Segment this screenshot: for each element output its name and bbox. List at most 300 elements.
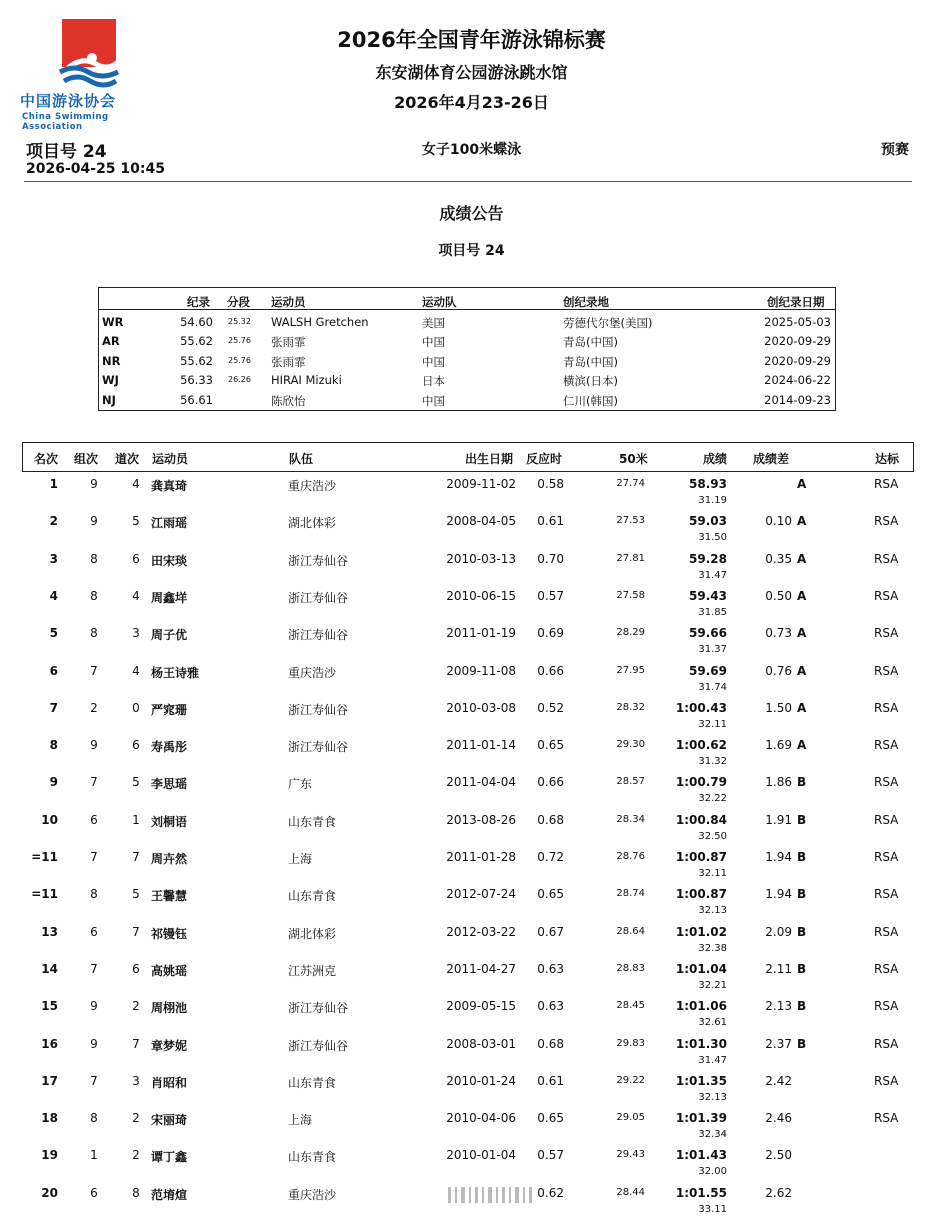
result-row [22, 477, 912, 514]
result-time: 1:01.35 [675, 1073, 727, 1088]
result-split50: 28.57 [616, 776, 645, 788]
header-divider [24, 181, 912, 182]
result-athlete: 刘桐语 [151, 814, 188, 829]
result-split2: 32.38 [698, 942, 727, 954]
result-diff: 1.86 [765, 775, 792, 790]
results-header-athlete: 运动员 [152, 452, 189, 466]
result-split2: 32.11 [698, 868, 727, 879]
result-split50: 28.32 [616, 701, 645, 713]
result-reaction: 0.65 [537, 738, 564, 753]
record-team: 中国 [422, 335, 445, 350]
result-reaction: 0.68 [537, 812, 564, 827]
result-standard: RSA [874, 588, 899, 603]
result-split50: 28.45 [616, 1000, 645, 1012]
result-row [22, 850, 912, 887]
record-row [99, 313, 835, 332]
result-heat: 7 [90, 663, 98, 678]
record-split: 26.26 [228, 375, 251, 385]
result-time: 59.69 [689, 663, 727, 678]
result-row [22, 738, 912, 775]
result-split2: 31.74 [698, 681, 727, 693]
result-lane: 3 [132, 626, 140, 641]
result-standard: RSA [874, 700, 899, 715]
result-dob: 2009-11-08 [446, 663, 516, 678]
result-athlete: 高姚瑶 [151, 963, 188, 978]
result-athlete: 严窕珊 [151, 702, 188, 717]
result-heat: 8 [90, 626, 98, 641]
result-lane: 6 [132, 961, 140, 976]
result-reaction: 0.70 [537, 551, 564, 566]
event-number: 项目号 24 [26, 142, 107, 162]
result-time: 1:00.87 [675, 850, 727, 864]
result-split2: 31.32 [698, 756, 727, 768]
result-team: 浙江寿仙谷 [288, 1001, 349, 1016]
logo-text-cn: 中国游泳协会 [20, 92, 117, 110]
result-standard: RSA [874, 477, 899, 491]
result-athlete: 李思瑶 [151, 777, 188, 792]
result-dob: 2010-03-13 [446, 551, 516, 566]
result-split50: 28.83 [616, 962, 645, 974]
result-qualification: A [797, 551, 807, 566]
record-type: AR [102, 334, 120, 349]
result-standard: RSA [874, 812, 899, 827]
result-athlete: 王馨慧 [151, 889, 188, 904]
result-rank: 8 [49, 738, 58, 753]
result-standard: RSA [874, 961, 899, 976]
result-dob: 2009-11-02 [446, 477, 516, 491]
result-qualification: A [797, 663, 807, 678]
result-time: 1:01.39 [675, 1111, 727, 1126]
result-split50: 28.29 [616, 627, 645, 639]
result-athlete: 周鑫垟 [151, 590, 188, 605]
record-split: 25.76 [228, 336, 251, 346]
result-team: 浙江寿仙谷 [288, 702, 349, 717]
result-lane: 2 [132, 1111, 140, 1126]
result-rank: 10 [41, 812, 58, 827]
result-qualification: B [797, 812, 807, 827]
results-header-split50: 50米 [619, 452, 648, 466]
result-lane: 7 [132, 1036, 140, 1051]
result-lane: 8 [132, 1185, 140, 1200]
result-split2: 32.00 [698, 1166, 727, 1178]
result-split2: 32.13 [698, 905, 727, 917]
result-split50: 27.81 [616, 552, 645, 564]
result-heat: 2 [90, 700, 98, 715]
result-team: 江苏洲克 [288, 963, 337, 978]
record-row [99, 391, 835, 410]
meet-title: 2026年全国青年游泳锦标赛 [337, 28, 606, 52]
result-diff: 2.46 [765, 1111, 792, 1126]
record-athlete: HIRAI Mizuki [271, 373, 342, 388]
result-dob: 2012-07-24 [446, 887, 516, 902]
record-split: 25.76 [228, 355, 251, 365]
result-qualification: B [797, 887, 807, 902]
result-rank: =11 [31, 850, 58, 864]
result-split50: 28.44 [616, 1186, 645, 1198]
result-team: 山东青食 [288, 1150, 337, 1165]
result-team: 重庆浩沙 [288, 665, 337, 680]
result-diff: 0.73 [765, 626, 792, 641]
result-standard: RSA [874, 1036, 899, 1051]
result-rank: =11 [31, 887, 58, 902]
result-diff: 2.13 [765, 999, 792, 1014]
result-reaction: 0.61 [537, 514, 564, 529]
result-heat: 9 [90, 1036, 98, 1051]
records-header-date: 创纪录日期 [767, 295, 825, 309]
result-athlete: 肖昭和 [151, 1075, 188, 1090]
record-location: 青岛(中国) [563, 354, 618, 369]
result-time: 1:01.30 [675, 1036, 727, 1051]
result-heat: 7 [90, 961, 98, 976]
result-heat: 9 [90, 738, 98, 753]
result-standard: RSA [874, 663, 899, 678]
record-type: WJ [102, 373, 119, 388]
result-diff: 0.35 [765, 551, 792, 566]
result-rank: 6 [49, 663, 58, 678]
results-header-heat: 组次 [74, 452, 99, 466]
result-diff: 2.50 [765, 1148, 792, 1163]
result-time: 59.28 [689, 551, 727, 566]
event-time: 2026-04-25 10:45 [26, 161, 165, 177]
result-time: 59.66 [689, 626, 727, 641]
result-split50: 28.74 [616, 888, 645, 900]
result-team: 浙江寿仙谷 [288, 553, 349, 568]
result-heat: 9 [90, 477, 98, 491]
record-date: 2024-06-22 [764, 373, 831, 388]
venue: 东安湖体育公园游泳跳水馆 [375, 63, 568, 82]
result-split2: 32.21 [698, 979, 727, 991]
result-split50: 27.58 [616, 589, 645, 601]
result-team: 浙江寿仙谷 [288, 628, 349, 643]
result-split50: 27.53 [616, 515, 645, 527]
result-dob: 2010-01-24 [446, 1073, 516, 1088]
result-team: 广东 [288, 777, 313, 792]
result-split2: 31.85 [698, 606, 727, 618]
result-team: 重庆浩沙 [288, 479, 337, 493]
results-header-standard: 达标 [875, 452, 900, 466]
records-header-team: 运动队 [422, 295, 457, 309]
record-team: 日本 [422, 374, 445, 389]
records-header-location: 创纪录地 [563, 295, 609, 309]
result-standard: RSA [874, 775, 899, 790]
result-lane: 7 [132, 924, 140, 939]
result-row [22, 887, 912, 924]
result-rank: 1 [49, 477, 58, 491]
result-row [22, 813, 912, 850]
result-heat: 8 [90, 588, 98, 603]
result-time: 59.43 [689, 588, 727, 603]
result-athlete: 周卉然 [151, 852, 188, 866]
result-reaction: 0.58 [537, 477, 564, 491]
result-split2: 31.47 [698, 1054, 727, 1066]
result-split2: 32.22 [698, 793, 727, 805]
result-rank: 13 [41, 924, 58, 939]
results-header-team: 队伍 [289, 452, 314, 466]
result-team: 上海 [288, 852, 313, 866]
record-date: 2025-05-03 [764, 315, 831, 329]
record-row [99, 332, 835, 351]
result-team: 浙江寿仙谷 [288, 1038, 349, 1053]
result-qualification: B [797, 775, 807, 790]
results-header-lane: 道次 [115, 452, 140, 466]
result-dob: 2010-03-08 [446, 700, 516, 715]
announcement-event-number: 项目号 24 [438, 243, 505, 259]
result-athlete: 范堉煊 [151, 1187, 188, 1202]
result-dob: 2008-04-05 [446, 514, 516, 529]
result-split2: 32.50 [698, 830, 727, 842]
result-lane: 7 [132, 850, 140, 864]
result-athlete: 宋丽琦 [151, 1113, 188, 1128]
result-qualification: A [797, 514, 807, 529]
result-rank: 3 [49, 551, 58, 566]
records-table [98, 287, 836, 411]
result-diff: 2.09 [765, 924, 792, 939]
result-time: 1:01.06 [675, 999, 727, 1014]
result-team: 山东青食 [288, 1075, 337, 1090]
result-row [22, 1074, 912, 1111]
result-rank: 17 [41, 1073, 58, 1088]
result-diff: 2.11 [765, 961, 792, 976]
result-lane: 4 [132, 663, 140, 678]
result-diff: 0.10 [765, 514, 792, 529]
result-athlete: 谭丁鑫 [151, 1150, 188, 1165]
result-row [22, 552, 912, 589]
logo-text-en: China Swimming Association [22, 112, 109, 132]
result-lane: 6 [132, 738, 140, 753]
result-lane: 6 [132, 551, 140, 566]
result-standard: RSA [874, 1111, 899, 1126]
result-heat: 1 [90, 1148, 98, 1163]
result-time: 1:01.02 [675, 924, 727, 939]
result-heat: 8 [90, 1111, 98, 1126]
result-row [22, 1111, 912, 1148]
result-lane: 1 [132, 812, 140, 827]
result-dob: 2008-03-01 [446, 1036, 516, 1051]
result-lane: 2 [132, 999, 140, 1014]
result-diff: 0.50 [765, 588, 792, 603]
result-row [22, 775, 912, 812]
result-heat: 7 [90, 850, 98, 864]
record-athlete: 张雨霏 [271, 335, 306, 350]
result-row [22, 1148, 912, 1185]
result-team: 浙江寿仙谷 [288, 590, 349, 605]
result-rank: 7 [49, 700, 58, 715]
record-type: WR [102, 315, 124, 329]
records-header-split: 分段 [227, 295, 250, 309]
result-athlete: 杨王诗雅 [151, 665, 200, 680]
result-lane: 4 [132, 588, 140, 603]
round-label: 预赛 [881, 142, 909, 158]
record-team: 美国 [422, 316, 445, 330]
record-time: 56.61 [180, 392, 213, 407]
result-time: 1:00.87 [675, 887, 727, 902]
result-heat: 6 [90, 1185, 98, 1200]
result-reaction: 0.62 [537, 1185, 564, 1200]
result-qualification: B [797, 1036, 807, 1051]
result-row [22, 701, 912, 738]
result-diff: 1.91 [765, 812, 792, 827]
result-dob: 2012-03-22 [446, 924, 516, 939]
result-split2: 32.11 [698, 718, 727, 730]
record-type: NJ [102, 392, 116, 407]
result-time: 1:00.43 [675, 700, 727, 715]
result-standard: RSA [874, 887, 899, 902]
result-dob: 2009-05-15 [446, 999, 516, 1014]
result-athlete: 章梦妮 [151, 1038, 188, 1053]
result-rank: 9 [49, 775, 58, 790]
result-rank: 20 [41, 1185, 58, 1200]
result-time: 59.03 [689, 514, 727, 529]
result-dob: 2011-01-14 [446, 738, 516, 753]
result-diff: 2.42 [765, 1073, 792, 1088]
result-reaction: 0.65 [537, 887, 564, 902]
result-row [22, 962, 912, 999]
result-heat: 9 [90, 514, 98, 529]
record-team: 中国 [422, 393, 445, 408]
result-dob: 2010-06-15 [446, 588, 516, 603]
result-rank: 19 [41, 1148, 58, 1163]
result-rank: 14 [41, 961, 58, 976]
result-qualification: B [797, 924, 807, 939]
result-team: 山东青食 [288, 814, 337, 829]
result-heat: 9 [90, 999, 98, 1014]
results-header [22, 442, 914, 472]
result-split50: 29.43 [616, 1149, 645, 1161]
result-reaction: 0.65 [537, 1111, 564, 1126]
result-athlete: 周子优 [151, 628, 188, 643]
result-diff: 1.94 [765, 887, 792, 902]
result-split50: 27.95 [616, 664, 645, 676]
record-athlete: 张雨霏 [271, 354, 306, 369]
result-reaction: 0.69 [537, 626, 564, 641]
result-rank: 15 [41, 999, 58, 1014]
result-rank: 4 [49, 588, 58, 603]
record-location: 横滨(日本) [563, 374, 618, 389]
result-diff: 1.50 [765, 700, 792, 715]
result-time: 1:00.79 [675, 775, 727, 790]
result-rank: 2 [49, 514, 58, 529]
result-athlete: 周栩池 [151, 1001, 188, 1016]
result-dob: 2011-04-04 [446, 775, 516, 790]
result-reaction: 0.63 [537, 961, 564, 976]
result-dob: 2011-01-19 [446, 626, 516, 641]
result-standard: RSA [874, 999, 899, 1014]
result-row [22, 514, 912, 551]
result-lane: 3 [132, 1073, 140, 1088]
result-time: 58.93 [689, 477, 727, 491]
result-reaction: 0.68 [537, 1036, 564, 1051]
record-time: 54.60 [180, 315, 213, 329]
record-row [99, 371, 835, 390]
result-dob: 2011-04-27 [446, 961, 516, 976]
record-time: 55.62 [180, 334, 213, 349]
records-header-divider [99, 309, 835, 310]
meet-dates: 2026年4月23-26日 [394, 93, 549, 112]
result-team: 湖北体彩 [288, 516, 337, 531]
records-header-record: 纪录 [187, 295, 210, 309]
result-split2: 32.34 [698, 1129, 727, 1141]
result-standard: RSA [874, 924, 899, 939]
result-lane: 5 [132, 514, 140, 529]
result-time: 1:01.43 [675, 1148, 727, 1163]
result-athlete: 寿禹彤 [151, 740, 188, 755]
result-split2: 31.37 [698, 644, 727, 656]
result-row [22, 925, 912, 962]
result-reaction: 0.61 [537, 1073, 564, 1088]
result-heat: 8 [90, 887, 98, 902]
result-lane: 0 [132, 700, 140, 715]
result-split2: 31.47 [698, 569, 727, 581]
result-split2: 31.50 [698, 532, 727, 544]
result-split50: 29.22 [616, 1074, 645, 1086]
result-heat: 6 [90, 812, 98, 827]
result-reaction: 0.72 [537, 850, 564, 864]
result-reaction: 0.63 [537, 999, 564, 1014]
result-time: 1:01.55 [675, 1185, 727, 1200]
result-qualification: B [797, 999, 807, 1014]
result-team: 湖北体彩 [288, 926, 337, 941]
record-team: 中国 [422, 354, 445, 369]
result-row [22, 626, 912, 663]
result-standard: RSA [874, 626, 899, 641]
result-qualification: A [797, 700, 807, 715]
result-lane: 4 [132, 477, 140, 491]
result-split2: 32.61 [698, 1017, 727, 1029]
result-standard: RSA [874, 1073, 899, 1088]
result-reaction: 0.66 [537, 663, 564, 678]
result-team: 山东青食 [288, 889, 337, 904]
record-athlete: 陈欣怡 [271, 393, 306, 408]
result-split50: 28.76 [616, 851, 645, 862]
result-split50: 28.64 [616, 925, 645, 937]
result-split50: 29.30 [616, 739, 645, 751]
results-header-diff: 成绩差 [753, 452, 790, 466]
result-diff: 1.69 [765, 738, 792, 753]
record-date: 2020-09-29 [764, 334, 831, 349]
record-date: 2014-09-23 [764, 392, 831, 407]
result-team: 浙江寿仙谷 [288, 740, 349, 755]
result-qualification: A [797, 626, 807, 641]
result-row [22, 589, 912, 626]
record-type: NR [102, 353, 121, 368]
record-time: 55.62 [180, 353, 213, 368]
record-location: 劳德代尔堡(美国) [563, 316, 653, 330]
result-athlete: 龚真琦 [151, 479, 188, 493]
result-qualification: A [797, 738, 807, 753]
result-team: 上海 [288, 1113, 313, 1128]
barcode-icon [446, 1186, 536, 1204]
result-split50: 29.05 [616, 1112, 645, 1124]
result-dob: 2010-01-04 [446, 1148, 516, 1163]
record-time: 56.33 [180, 373, 213, 388]
records-header-athlete: 运动员 [271, 295, 306, 309]
result-dob: 2011-01-28 [446, 850, 516, 864]
result-rank: 18 [41, 1111, 58, 1126]
result-row [22, 664, 912, 701]
result-standard: RSA [874, 738, 899, 753]
result-qualification: B [797, 850, 807, 864]
result-heat: 6 [90, 924, 98, 939]
record-date: 2020-09-29 [764, 353, 831, 368]
result-qualification: B [797, 961, 807, 976]
result-lane: 5 [132, 887, 140, 902]
result-athlete: 江雨瑶 [151, 516, 188, 531]
result-reaction: 0.66 [537, 775, 564, 790]
result-athlete: 祁镘钰 [151, 926, 188, 941]
result-qualification: A [797, 477, 807, 491]
result-reaction: 0.57 [537, 1148, 564, 1163]
result-rank: 16 [41, 1036, 58, 1051]
